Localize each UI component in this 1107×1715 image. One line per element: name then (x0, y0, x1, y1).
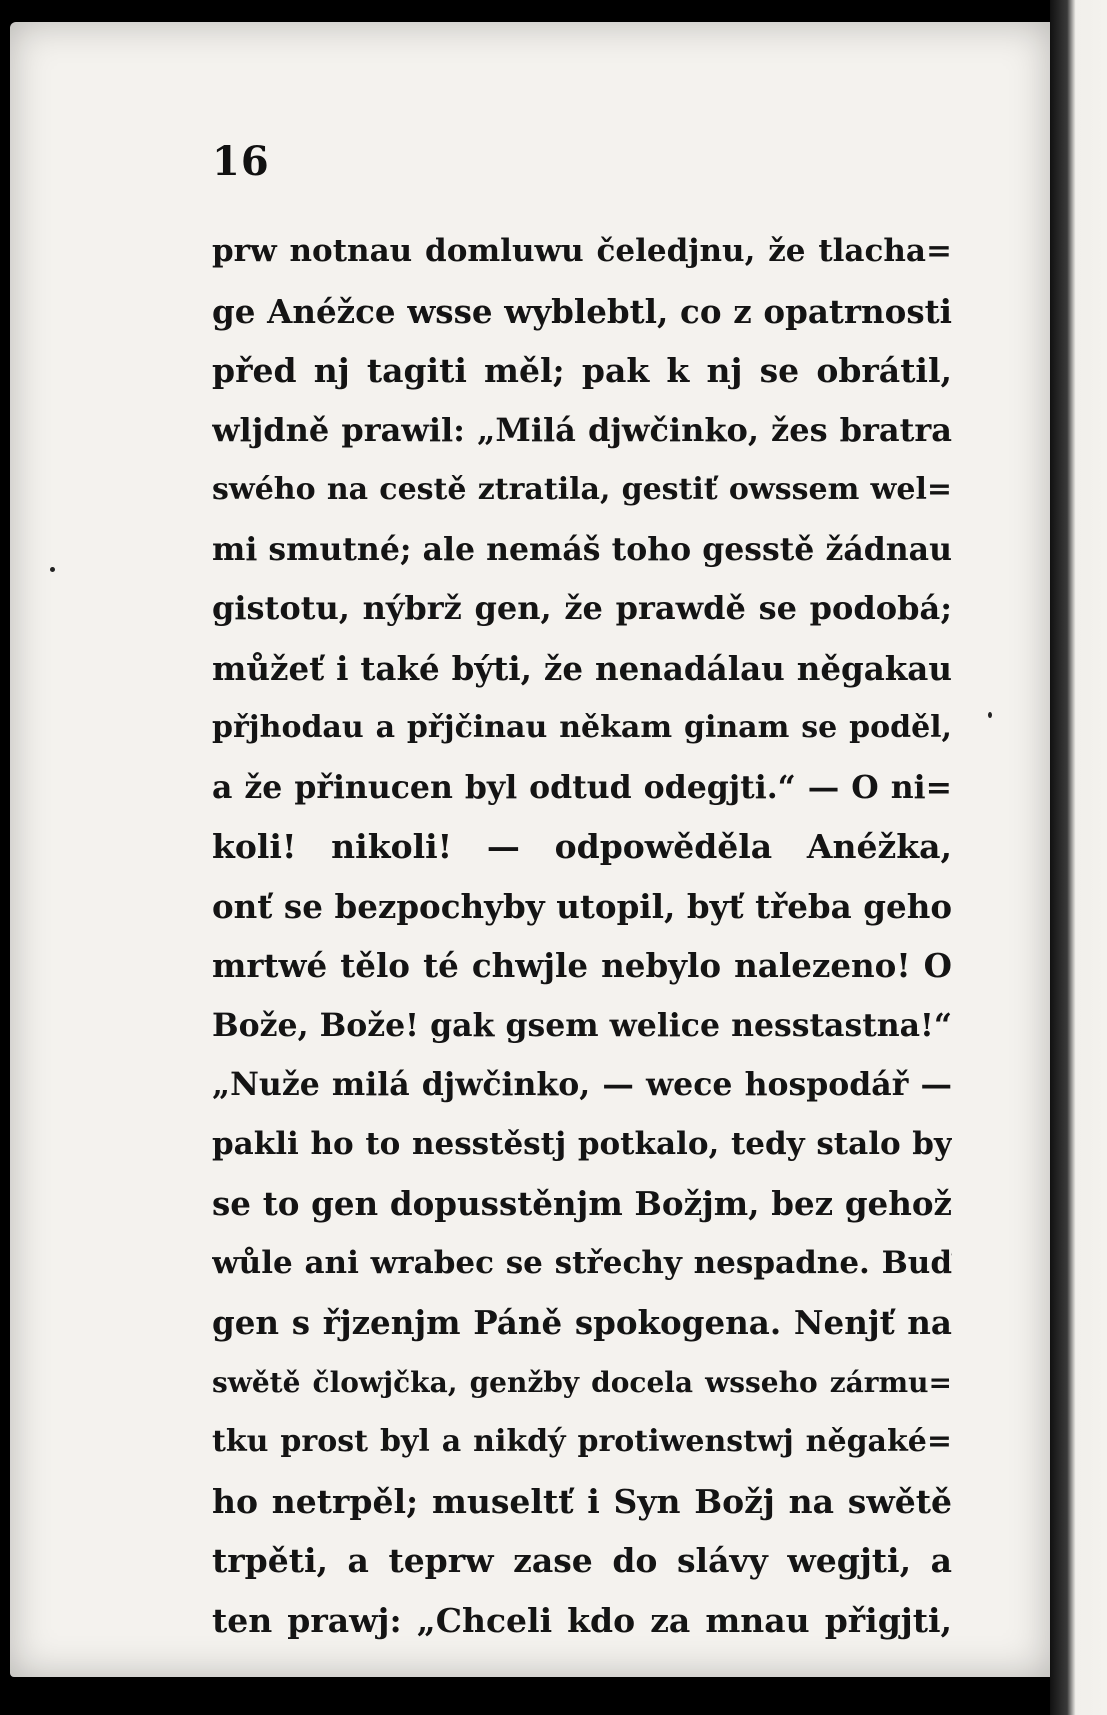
text-line: onť se bezpochyby utopil, byť třeba geho (212, 886, 952, 926)
text-line: a že přinucen byl odtud odegjti.“ — O ni= (212, 768, 952, 806)
page-gutter (1050, 0, 1107, 1715)
text-line: pakli ho to nesstěstj potkalo, tedy stalo by (212, 1125, 952, 1162)
text-line: gistotu, nýbrž gen, že prawdě se podobá; (212, 589, 952, 627)
scan-speck (50, 567, 55, 572)
text-line: gen s řjzenjm Páně spokogena. Nenjť na (212, 1303, 952, 1342)
text-line: koli! nikoli! — odpowěděla Anéžka, (212, 827, 952, 866)
text-line: ge Anéžce wsse wyblebtl, co z opatrnosti (212, 291, 952, 331)
text-line: Bože, Bože! gak gsem welice nesstastna!“ (212, 1006, 952, 1044)
text-line: trpěti, a teprw zase do slávy wegjti, a (212, 1541, 952, 1580)
text-line: wljdně prawil: „Milá djwčinko, žes bratra (212, 410, 952, 449)
scan-speck (988, 712, 992, 718)
text-line: mi smutné; ale nemáš toho gesstě žádnau (212, 530, 952, 568)
text-line: můžeť i také býti, že nenadálau něgakau (212, 648, 952, 688)
text-line: swětě člowjčka, genžby docela wsseho zármu= (212, 1365, 952, 1399)
text-line: se to gen dopusstěnjm Božjm, bez gehož (212, 1184, 952, 1223)
text-line: wůle ani wrabec se střechy nespadne. Buď (212, 1244, 952, 1281)
text-line: swého na cestě ztratila, gestiť owssem wel= (212, 472, 952, 507)
text-line: ten prawj: „Chceli kdo za mnau přigjti, (212, 1600, 952, 1640)
body-text (212, 222, 952, 1650)
text-line: mrtwé tělo té chwjle nebylo nalezeno! O (212, 946, 952, 985)
text-line: prw notnau domluwu čeledjnu, že tlacha= (212, 233, 952, 269)
page-number: 16 (212, 138, 270, 185)
text-line: přjhodau a přjčinau někam ginam se poděl, (212, 710, 952, 745)
text-line: ho netrpěl; museltť i Syn Božj na swětě (212, 1481, 952, 1521)
text-line: před nj tagiti měl; pak k nj se obrátil, (212, 351, 952, 390)
text-line: tku prost byl a nikdý protiwenstwj něgaké= (212, 1424, 952, 1459)
text-line: „Nuže milá djwčinko, — wece hospodář — (212, 1066, 952, 1103)
